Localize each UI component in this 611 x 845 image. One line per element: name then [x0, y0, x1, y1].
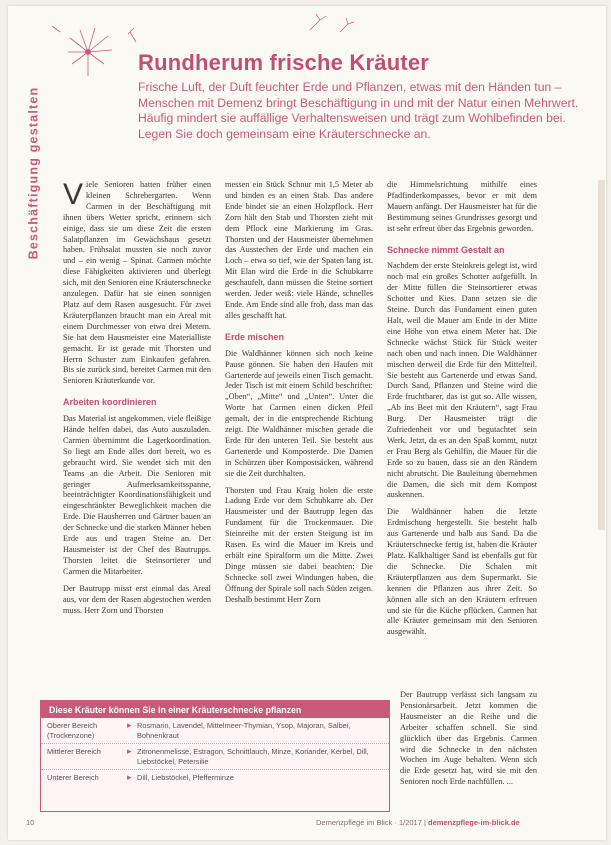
dandelion-icon	[40, 18, 150, 78]
paragraph: die Himmelsrichtung mithilfe eines Pfadfinderkompasses, bevor er mit dem Mauern anfängt. Der Hausmeister hat für die Bestimmung seines Grundrisses gesorgt und ist sehr erfreut über das Ergebnis geworden.	[387, 180, 537, 233]
paragraph	[63, 180, 211, 387]
section-label-text: Beschäftigung gestalten	[26, 86, 41, 260]
zone-label: Unterer Bereich	[47, 773, 99, 782]
herb-list: Zitronenmelisse, Estragon, Schnittlauch, Minze, Koriander, Kerbel, Dill, Liebstöckel, Petersilie	[137, 747, 369, 766]
paragraph: messen ein Stück Schnur mit 1,5 Meter ab und binden es an einen Stab. Das andere Ende bindet sie an einen Holzpflock. Herr Zorn hält den Stab und Thorsten zieht mit dem Pflock eine Markierung im Gras. Thorsten und der Hausmeister übernehmen das Ausstechen der Erde und machen ein Loch – etwa so tief, wie der Spaten lang ist. Mit Elan wird die Erde in die Schubkarre geschaufelt, dann müssen die Steine sortiert werden. Jeder weiß: viele Hände, schnelles Ende. Am Ende sind alle froh, dass man das alles geschafft hat.	[225, 180, 373, 320]
text-column-3	[387, 180, 537, 644]
herb-list: Rosmarin, Lavendel, Mittelmeer-Thymian, Ysop, Majoran, Salbei, Bohnenkraut	[137, 721, 351, 740]
bullet-icon: ▸	[127, 746, 132, 756]
subheading: Arbeiten koordinieren	[63, 397, 157, 408]
zone-label: Oberer Bereich (Trockenzone)	[47, 721, 98, 740]
lead-paragraph: Frische Luft, der Duft feuchter Erde und Pflanzen, etwas mit den Händen tun – Menschen mit Demenz bringt Beschäftigung in und mit der Natur einen Mehrwert. Häufig mindert sie auffällige Verhaltensweisen und trägt zum Wohlbefinden bei. Legen Sie doch gemeinsam eine Kräuterschnecke an.	[138, 80, 579, 141]
herb-list: Dill, Liebstöckel, Pfefferminze	[137, 773, 234, 782]
magazine-site: demenzpflege-im-blick.de	[428, 818, 520, 827]
herb-infobox	[40, 700, 390, 812]
dandelion-seed-icon	[300, 10, 360, 40]
infobox-header: Diese Kräuter können Sie in einer Kräuterschnecke pflanzen	[41, 701, 389, 718]
page-number: 10	[26, 818, 35, 827]
paragraph: Das Material ist angekommen, viele fleißige Hände helfen dabei, das Auto auszuladen. Carmen übernimmt die Lagerkoordination. So liegt am Ende alles dort bereit, wo es gebraucht wird. Sie wendet sich mit den Teams an die Arbeit. Die Senioren mit geringer Aufmerksamkeitsspanne, beeinträchtigter Koordinationsfähigkeit und eingeschränkter Beweglichkeit machen die Erde. Die Hausherren und Gärtner bauen an der Schnecke und die starken Männer heben Erde aus und tragen Steine an. Der Hausmeister ist der Chef des Bautrupps. Thorsten leitet die Steinsortierer und Carmen die Mitarbeiter.	[63, 414, 211, 576]
magazine-name: Demenzpflege im Blick · 1/2017 |	[316, 818, 426, 827]
paragraph: Die Waldhänner können sich noch keine Pause gönnen. Sie haben den Haufen mit Gartenerde auf jeweils einen Tisch gemacht. Jeder Tisch ist mit einem Schild beschriftet: „Oben“, „Mitte“ und „Unten“. Unter die Worte hat Carmen einen dicken Pfeil gemalt, der in die entsprechende Richtung zeigt. Die Waldhänner mischen gerade die Erde für den unteren Teil. Sie besteht aus Gartenerde und Komposterde. Die Damen in Schürzen über Kompostsäcken, während sie die Zeit durchhalten.	[225, 348, 373, 478]
table-row	[41, 718, 389, 744]
page-title: Rundherum frische Kräuter	[138, 50, 430, 75]
page-edge	[598, 180, 605, 530]
text-column-bottom	[400, 690, 537, 794]
paragraph: Thorsten und Frau Kraig holen die erste Ladung Erde vor dem Schubkarre ab. Der Hausmeister und der Bautrupp legen das Fundament für die Trockenmauer. Die Steinreihe mit der ersten Steigung ist im Rasen. Es wird die Mauer im Kreis und erhält eine Spiralform um die Mitte. Zwei Dinge müssen sie dabei beachten: Die Schnecke soll zwei Windungen haben, die Öffnung der Spirale soll nach Süden zeigen. Deshalb bestimmt Herr Zorn	[225, 485, 373, 604]
text-column-1	[63, 180, 211, 622]
bullet-icon: ▸	[127, 772, 132, 782]
subheading: Erde mischen	[225, 331, 285, 342]
paragraph: Nachdem der erste Steinkreis gelegt ist, wird noch mal ein großes Schotter aufgefüllt. In der Mitte füllen die Steinsortierer etwas Schotter und Kies. Dann setzen sie die Steine. Durch das Fundament einen guten Halt, weil die Mauer am Ende in der Mitte eine Höhe von etwa einem Meter hat. Die Schnecke wächst Stück für Stück weiter nach oben und nach innen. Die Waldhänner mischen derweil die Erde für den Mittelteil. Sie besteht aus Gartenerde und etwas Sand. Durch Sand, Pflanzen und Steine wird die Erde fruchtbarer, das ist gut so. Alle wissen, „Ab ins Beet mit den Kräutern“, sagt Frau Burg. Der Hausmeister trägt die Zufriedenheit vor und begutachtet sein Werk. Jetzt, da es an den Spaß kommt, nutzt er Frau Berg als Gehilfin, die Mauer für die Erde so zu bauen, dass sie an den Rändern nicht abrutscht. Die Bauleitung übernehmen die Damen, die sich mit dem Kompost auskennen.	[387, 261, 537, 500]
subheading: Schnecke nimmt Gestalt an	[387, 244, 505, 255]
section-label	[22, 88, 44, 258]
paragraph: Der Bautrupp verlässt sich langsam zu Pensionärsarbeit. Jetzt kommen die Hausmeister an die Reihe und die Arbeiter schaffen schnell. Sie sind glücklich über das Ergebnis. Carmen wird die Schnecke in den nächsten Wochen im Auge behalten. Wenn sich die Erde gesetzt hat, wird sie mit den Senioren noch Erde nachfüllen. ...	[400, 690, 537, 787]
table-row	[41, 770, 389, 786]
dropcap: V	[63, 178, 84, 211]
paragraph-text: iele Senioren hatten früher einen kleinen Schrebergarten. Wenn Carmen in der Beschäftigung mit ihnen übers Wetter spricht, erinnern sich einige, dass sie um diese Zeit die ersten Salatpflanzen im Gewächshaus gesetzt haben. Frühsalat mussten sie noch zuvor und – ein wenig – Spinat. Carmen möchte diese Fähigkeiten aktivieren und überlegt sich, mit den Senioren eine Kräuterschnecke anzulegen. Dafür hat sie einen sonnigen Platz auf dem Rasen ausgesucht. Für zwei Kräuterpflanzen braucht man ein Areal mit einem Durchmesser von etwa drei Metern. Sie hat dem Hausmeister eine Materialliste gemacht. Er ist gerade mit Thorsten und Herrn Schuster zum Einkaufen gefahren. Bis sie zurück sind, bereitet Carmen mit den Senioren Kräuterkunde vor.	[63, 180, 211, 386]
paragraph: Die Waldhänner haben die letzte Erdmischung hergestellt. Sie besteht halb aus Gartenerde und halb aus Sand. Da die Kräuterschnecke fertig ist, haben die Kräuter Platz. Kalkhaltiger Sand ist ebenfalls gut für die Schnecke. Die Schalen mit Kräuterpflanzen aus dem Supermarkt. Sie kennen die Pflanzen aus ihrer Zeit. So können alle sich an den Kräutern erfreuen und sie für die Küche pflücken. Carmen hat alle Kräuter gemeinsam mit den Senioren ausgewählt.	[387, 507, 537, 637]
zone-label: Mittlerer Bereich	[47, 747, 101, 756]
magazine-credit	[316, 818, 520, 827]
text-column-2	[225, 180, 373, 612]
bullet-icon: ▸	[127, 720, 132, 730]
table-row	[41, 744, 389, 770]
paragraph: Der Bautrupp misst erst einmal das Areal aus, vor dem der Rasen abgestochen werden muss. Herr Zorn und Thorsten	[63, 583, 211, 615]
